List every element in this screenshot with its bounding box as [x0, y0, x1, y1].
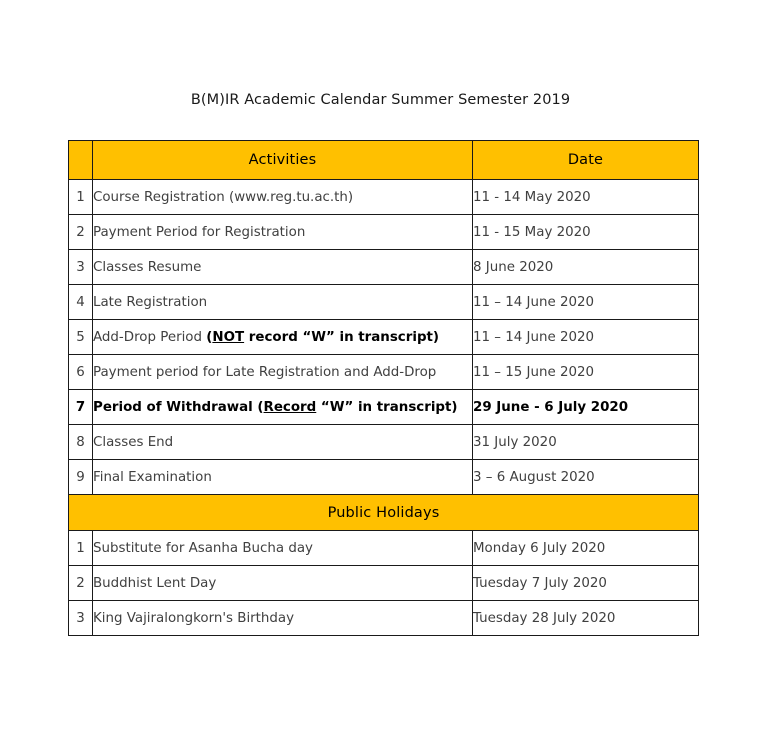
- cell-activity: [93, 566, 473, 601]
- cell-date: 8 June 2020: [473, 250, 699, 285]
- public-holidays-body: [69, 531, 699, 636]
- activity-text-run: Record: [263, 399, 317, 415]
- column-header-date: Date: [473, 141, 699, 180]
- cell-activity: [93, 215, 473, 250]
- cell-row-number: 2: [69, 566, 93, 601]
- cell-activity: [93, 460, 473, 495]
- table-row: [69, 390, 699, 425]
- activity-text-run: Buddhist Lent Day: [93, 575, 217, 591]
- table-header-row: [69, 141, 699, 180]
- cell-activity: [93, 250, 473, 285]
- cell-activity: [93, 355, 473, 390]
- cell-row-number: 6: [69, 355, 93, 390]
- table-row: [69, 250, 699, 285]
- table-row: [69, 566, 699, 601]
- activity-text-run: Classes End: [93, 434, 174, 450]
- table-row: [69, 601, 699, 636]
- activity-text-run: Period of Withdrawal (: [93, 399, 264, 415]
- column-header-activities: Activities: [93, 141, 473, 180]
- cell-row-number: 3: [69, 250, 93, 285]
- table-row: [69, 180, 699, 215]
- table-row: [69, 215, 699, 250]
- cell-date: Tuesday 28 July 2020: [473, 601, 699, 636]
- activity-text-run: (: [206, 329, 213, 345]
- activity-text-run: Substitute for Asanha Bucha day: [93, 540, 313, 556]
- cell-date: 11 – 14 June 2020: [473, 320, 699, 355]
- activity-text-run: record “W” in transcript): [244, 329, 440, 345]
- column-header-number: [69, 141, 93, 180]
- cell-row-number: 9: [69, 460, 93, 495]
- cell-activity: [93, 180, 473, 215]
- cell-date: Monday 6 July 2020: [473, 531, 699, 566]
- cell-date: 11 – 15 June 2020: [473, 355, 699, 390]
- cell-activity: [93, 285, 473, 320]
- table-row: [69, 285, 699, 320]
- activity-text-run: NOT: [212, 329, 245, 345]
- table-row: [69, 460, 699, 495]
- cell-row-number: 7: [69, 390, 93, 425]
- cell-row-number: 1: [69, 531, 93, 566]
- activities-body: [69, 180, 699, 495]
- activity-text-run: Late Registration: [93, 294, 208, 310]
- activity-text-run: Payment period for Late Registration and Add-Drop: [93, 364, 437, 380]
- cell-activity: [93, 320, 473, 355]
- public-holidays-band: [69, 495, 699, 531]
- page-title: B(M)IR Academic Calendar Summer Semester 2019: [190, 92, 571, 108]
- cell-row-number: 2: [69, 215, 93, 250]
- cell-row-number: 8: [69, 425, 93, 460]
- cell-row-number: 1: [69, 180, 93, 215]
- public-holidays-heading-row: [69, 495, 699, 531]
- table-row: [69, 531, 699, 566]
- activity-text-run: Classes Resume: [93, 259, 202, 275]
- cell-date: 31 July 2020: [473, 425, 699, 460]
- cell-row-number: 4: [69, 285, 93, 320]
- activity-text-run: Course Registration (www.reg.tu.ac.th): [93, 189, 354, 205]
- cell-row-number: 3: [69, 601, 93, 636]
- table-row: [69, 320, 699, 355]
- cell-date: 11 - 15 May 2020: [473, 215, 699, 250]
- activity-text-run: Add-Drop Period: [93, 329, 207, 345]
- cell-date: 3 – 6 August 2020: [473, 460, 699, 495]
- cell-date: 29 June - 6 July 2020: [473, 390, 699, 425]
- table-header: [69, 141, 699, 180]
- cell-activity: [93, 390, 473, 425]
- activity-text-run: Payment Period for Registration: [93, 224, 306, 240]
- public-holidays-heading: Public Holidays: [69, 495, 699, 531]
- cell-activity: [93, 601, 473, 636]
- cell-date: Tuesday 7 July 2020: [473, 566, 699, 601]
- activity-text-run: King Vajiralongkorn's Birthday: [93, 610, 295, 626]
- activity-text-run: Final Examination: [93, 469, 212, 485]
- cell-activity: [93, 531, 473, 566]
- cell-date: 11 – 14 June 2020: [473, 285, 699, 320]
- cell-row-number: 5: [69, 320, 93, 355]
- cell-date: 11 - 14 May 2020: [473, 180, 699, 215]
- activity-text-run: “W” in transcript): [316, 399, 458, 415]
- table-row: [69, 355, 699, 390]
- table-row: [69, 425, 699, 460]
- academic-calendar-table: [68, 140, 699, 636]
- cell-activity: [93, 425, 473, 460]
